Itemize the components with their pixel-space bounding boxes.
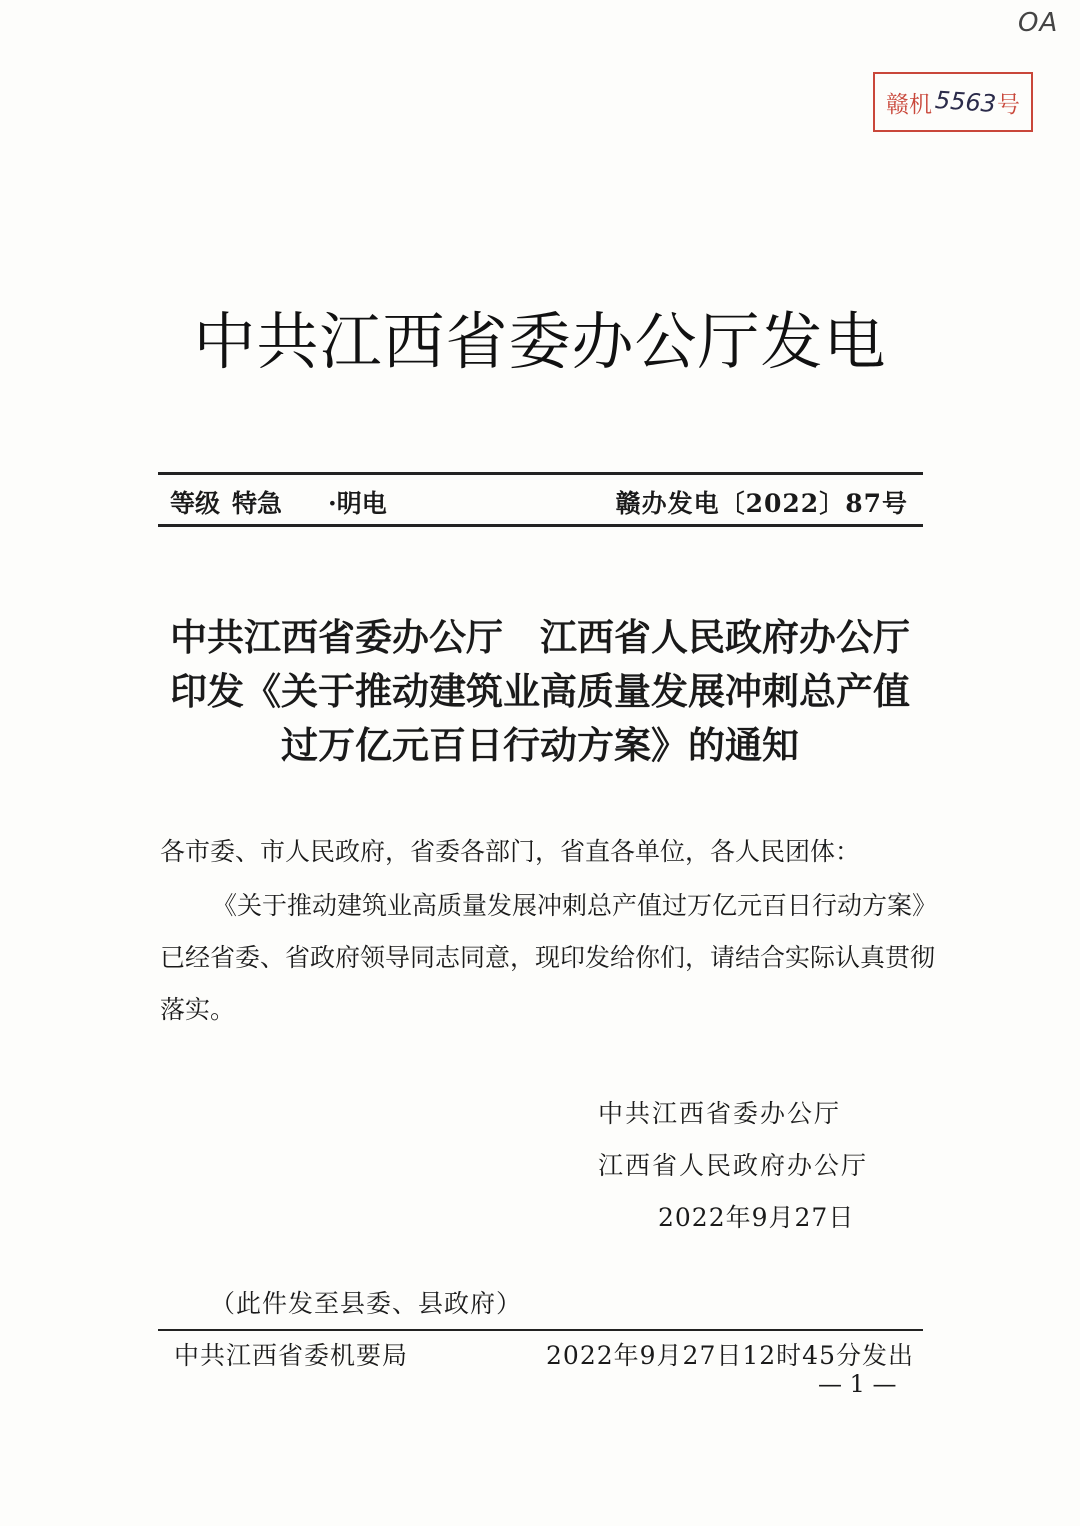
title-line-1: 中共江西省委办公厅 江西省人民政府办公厅: [170, 615, 910, 659]
page-number: — 1 —: [818, 1370, 897, 1398]
stamp-prefix: 赣机: [885, 91, 932, 118]
level-value: 特急: [232, 489, 283, 518]
signature-date: 2022年9月27日: [658, 1203, 855, 1232]
level-label: 等级: [170, 489, 221, 518]
telegram-type: ·明电: [328, 489, 387, 518]
document-number: 赣办发电〔2022〕87号: [615, 489, 908, 518]
header-rule-bottom: [158, 524, 923, 527]
footer-rule: [158, 1329, 923, 1331]
distribution-note: （此件发至县委、县政府）: [210, 1289, 523, 1318]
corner-handwritten-mark: OA: [1018, 8, 1059, 38]
masthead-title: 中共江西省委办公厅发电: [193, 305, 887, 378]
body-paragraph: [160, 880, 935, 1036]
stamp-suffix: 号: [997, 91, 1021, 118]
footer-issuer: 中共江西省委机要局: [174, 1341, 409, 1370]
salutation: 各市委、市人民政府，省委各部门，省直各单位，各人民团体：: [160, 837, 861, 866]
signature-org-2: 江西省人民政府办公厅: [598, 1151, 869, 1180]
title-line-2: 印发《关于推动建筑业高质量发展冲刺总产值: [170, 669, 910, 713]
signature-block: [598, 1088, 868, 1192]
stamp-handwritten-number: 5563: [934, 85, 997, 119]
document-title: [0, 610, 1080, 772]
title-line-3: 过万亿元百日行动方案》的通知: [281, 723, 799, 767]
header-rule-top: [158, 472, 923, 475]
body-paragraph-text: 《关于推动建筑业高质量发展冲刺总产值过万亿元百日行动方案》已经省委、省政府领导同志同意，现印发给你们，请结合实际认真贯彻落实。: [160, 891, 936, 1024]
signature-org-1: 中共江西省委办公厅: [598, 1099, 842, 1128]
footer-sent-time: 2022年9月27日12时45分发出: [546, 1341, 914, 1370]
receipt-stamp: [873, 72, 1033, 132]
urgency-info: [170, 484, 387, 520]
